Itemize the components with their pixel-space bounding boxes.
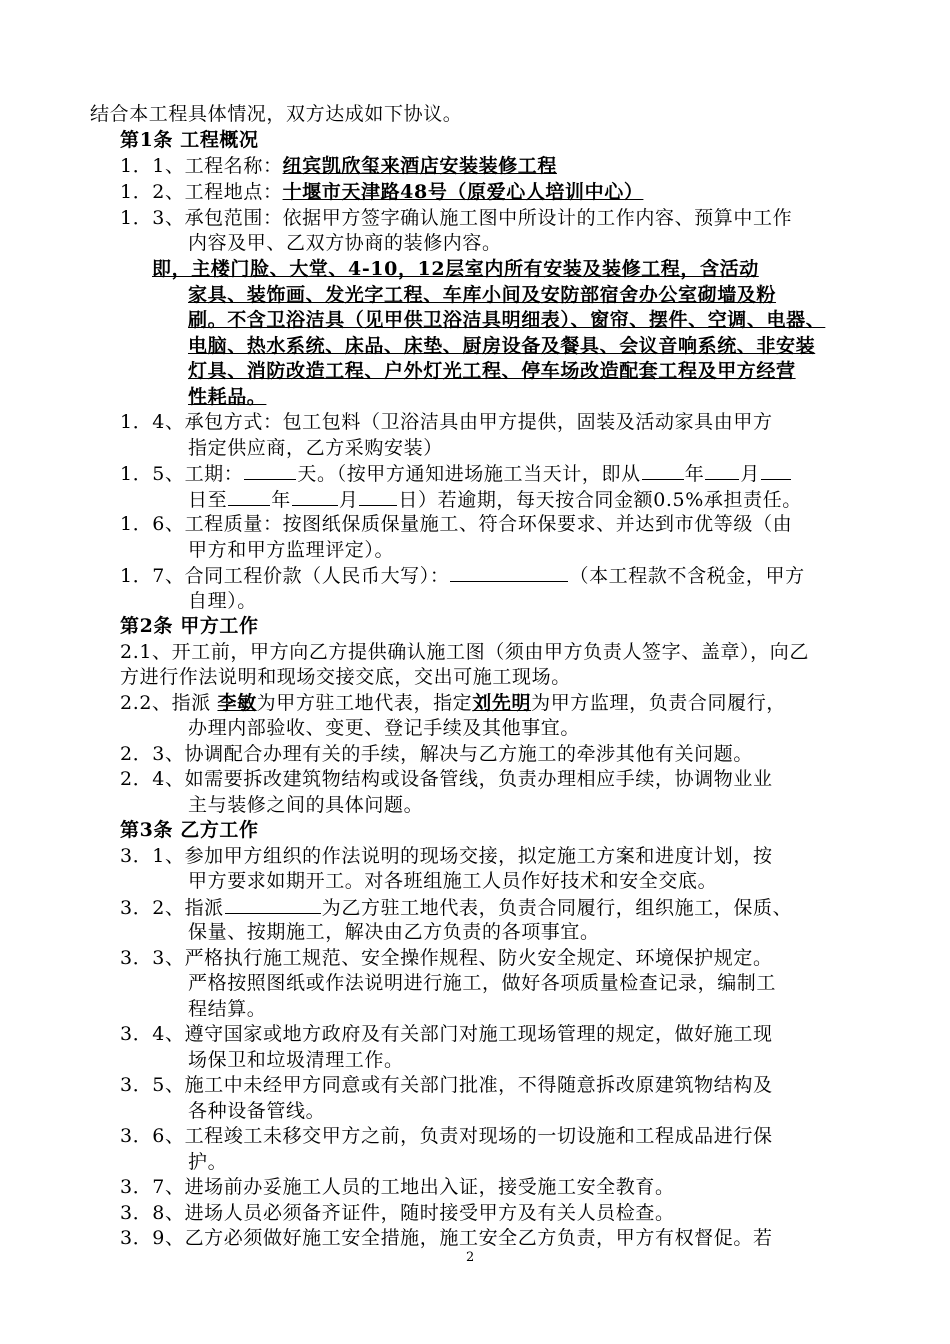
end-year-label: 年 [271,489,291,511]
start-month-blank[interactable] [705,461,739,480]
item-2-1-line-2: 方进行作法说明和现场交接交底，交出可施工现场。 [120,666,571,688]
item-1-4-line-2: 指定供应商，乙方采购安装） [188,437,443,459]
contract-price-blank[interactable] [450,563,568,582]
item-1-1 [120,154,557,178]
item-2-2-line-1 [120,691,786,715]
scope-line-1: 即，主楼门脸、大堂、4-10，12层室内所有安装及装修工程，含活动 [152,258,759,280]
project-location: 十堰市天津路48号（原爱心人培训中心） [282,181,644,203]
item-3-1-line-2: 甲方要求如期开工。对各班组施工人员作好技术和安全交底。 [188,870,718,892]
item-1-7-line-2: 自理）。 [188,590,257,612]
project-name: 纽宾凯欣玺来酒店安装装修工程 [282,155,557,177]
contract-price-note: （本工程款不含税金，甲方 [569,565,805,587]
item-3-4-line-1: 3．4、遵守国家或地方政府及有关部门对施工现场管理的规定，做好施工现 [120,1023,773,1045]
scope-line-3: 刷。不含卫浴洁具（见甲供卫浴洁具明细表）、窗帘、摆件、空调、电器、 [188,309,826,331]
duration-label: 1．5、工期： [120,463,244,485]
scope-line-5: 灯具、消防改造工程、户外灯光工程、停车场改造配套工程及甲方经营 [188,360,796,382]
party-a-representative: 李敏 [217,692,257,714]
item-3-2-line-2: 保量、按期施工，解决由乙方负责的各项事宜。 [188,921,600,943]
section-3-heading: 第3条 乙方工作 [120,819,259,841]
delay-penalty-text: 日）若逾期，每天按合同金额0.5%承担责任。 [398,489,802,511]
scope-line-2: 家具、装饰画、发光字工程、车库小间及安防部宿舍办公室砌墙及粉 [188,284,777,306]
item-3-3-line-1: 3．3、严格执行施工规范、安全操作规程、防火安全规定、环境保护规定。 [120,947,773,969]
item-2-2-label: 2.2、指派 [120,692,218,714]
item-1-1-label: 1．1、工程名称： [120,155,283,177]
item-3-9: 3．9、乙方必须做好施工安全措施，施工安全乙方负责，甲方有权督促。若 [120,1227,773,1249]
end-month-blank[interactable] [292,487,338,506]
start-year-label: 年 [684,463,705,485]
item-1-4-line-1: 1．4、承包方式：包工包料（卫浴洁具由甲方提供，固装及活动家具由甲方 [120,411,773,433]
item-2-4-line-1: 2．4、如需要拆改建筑物结构或设备管线，负责办理相应手续，协调物业业 [120,768,773,790]
item-2-1-line-1: 2.1、开工前，甲方向乙方提供确认施工图（须由甲方负责人签字、盖章），向乙 [120,641,809,663]
item-1-3-line-1: 1．3、承包范围：依据甲方签字确认施工图中所设计的工作内容、预算中工作 [120,207,793,229]
intro-text: 结合本工程具体情况，双方达成如下协议。 [90,103,463,125]
item-3-5-line-2: 各种设备管线。 [188,1100,326,1122]
section-2-heading: 第2条 甲方工作 [120,615,259,637]
start-year-blank[interactable] [642,461,684,480]
item-3-6-line-1: 3．6、工程竣工未移交甲方之前，负责对现场的一切设施和工程成品进行保 [120,1125,773,1147]
item-3-3-line-3: 程结算。 [188,998,267,1020]
item-3-2-text: 为乙方驻工地代表，负责合同履行，组织施工，保质、 [321,897,793,919]
contract-price-label: 1．7、合同工程价款（人民币大写）： [120,565,450,587]
item-1-7-line-1 [120,563,805,588]
item-1-6-line-2: 甲方和甲方监理评定）。 [188,539,395,561]
item-3-2-label: 3．2、指派 [120,897,224,919]
item-2-2-text-1: 为甲方驻工地代表，指定 [256,692,473,714]
end-date-label: 日至 [188,489,228,511]
item-1-5-line-1 [120,461,792,486]
item-1-2 [120,180,643,204]
start-month-label: 月 [740,463,760,485]
item-2-2-line-2: 办理内部验收、变更、登记手续及其他事宜。 [188,717,581,739]
item-3-5-line-1: 3．5、施工中未经甲方同意或有关部门批准，不得随意拆改原建筑物结构及 [120,1074,773,1096]
item-1-2-label: 1．2、工程地点： [120,181,283,203]
item-3-2-line-1 [120,895,792,920]
duration-days-blank[interactable] [244,461,296,480]
duration-text: 天。（按甲方通知进场施工当天计，即从 [297,463,641,485]
item-1-3-line-2: 内容及甲、乙双方协商的装修内容。 [188,232,502,254]
item-2-3: 2．3、协调配合办理有关的手续，解决与乙方施工的牵涉其他有关问题。 [120,743,753,765]
end-day-blank[interactable] [359,487,397,506]
page-number: 2 [466,1250,475,1265]
item-2-2-text-2: 为甲方监理，负责合同履行， [531,692,786,714]
item-1-5-line-2 [188,487,802,512]
item-1-6-line-1: 1．6、工程质量：按图纸保质保量施工、符合环保要求、并达到市优等级（由 [120,513,793,535]
scope-line-6: 性耗品。 [188,386,267,408]
item-3-1-line-1: 3．1、参加甲方组织的作法说明的现场交接，拟定施工方案和进度计划，按 [120,845,773,867]
section-1-heading: 第1条 工程概况 [120,129,259,151]
scope-line-4: 电脑、热水系统、床品、床垫、厨房设备及餐具、会议音响系统、非安装 [188,335,816,357]
party-a-supervisor: 刘先明 [472,692,532,714]
item-3-4-line-2: 场保卫和垃圾清理工作。 [188,1049,404,1071]
party-b-representative-blank[interactable] [225,895,321,914]
end-month-label: 月 [338,489,359,511]
item-2-4-line-2: 主与装修之间的具体问题。 [188,794,424,816]
end-year-blank[interactable] [228,487,270,506]
item-3-6-line-2: 护。 [188,1151,228,1173]
start-day-blank[interactable] [761,461,791,480]
item-3-3-line-2: 严格按照图纸或作法说明进行施工，做好各项质量检查记录，编制工 [188,972,777,994]
item-3-7: 3．7、进场前办妥施工人员的工地出入证，接受施工安全教育。 [120,1176,675,1198]
item-3-8: 3．8、进场人员必须备齐证件，随时接受甲方及有关人员检查。 [120,1202,675,1224]
